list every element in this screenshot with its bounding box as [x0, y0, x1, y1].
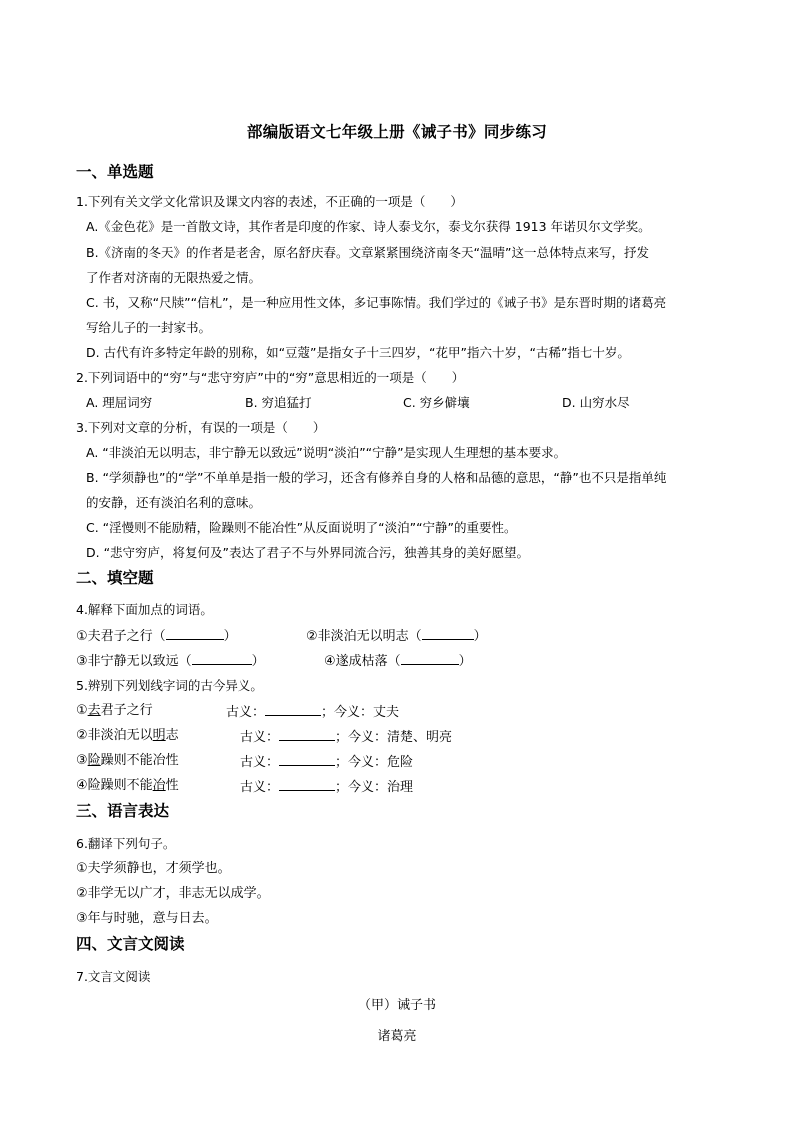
q4-stem: 4.解释下面加点的词语。: [76, 602, 213, 617]
answer-blank[interactable]: [166, 625, 224, 640]
q5-row-4-ancient-label: 古义：: [240, 780, 280, 795]
q2-option-a: A. 理屈词穷: [86, 395, 153, 410]
q1-option-b-line1: B.《济南的冬天》的作者是老舍，原名舒庆春。文章紧紧围绕济南冬天“温晴”这一总体特点来写，抒发: [86, 245, 650, 260]
q5-row-2-modern-label: ；今义：: [335, 730, 388, 745]
q5-row-3-modern-label: ；今义：: [335, 755, 388, 770]
passage-title: （甲）诫子书: [357, 998, 436, 1013]
q5-row-3-modern-value: 危险: [387, 755, 414, 770]
q6-sentence-1: ①夫学须静也，才须学也。: [76, 861, 231, 876]
q5-row-1-meanings: [226, 701, 399, 723]
q5-row-3-pre: ③: [76, 753, 88, 768]
q5-row-3-ancient-label: 古义：: [240, 755, 280, 770]
q2-option-b: B. 穷追猛打: [245, 395, 312, 410]
answer-blank[interactable]: [279, 776, 335, 791]
q5-row-3-underlined: 险: [87, 753, 101, 768]
answer-blank[interactable]: [422, 625, 474, 640]
answer-blank[interactable]: [279, 751, 335, 766]
q4-item-3: [76, 650, 265, 672]
q5-row-3-meanings: [240, 751, 413, 773]
q5-row-4-modern-value: 治理: [387, 780, 414, 795]
q5-row-1-underlined: 去: [87, 703, 101, 718]
q5-row-2-meanings: [240, 726, 452, 748]
q4-item-3-close: ）: [251, 654, 265, 669]
q5-row-4-underlined: 冶: [152, 778, 166, 793]
q4-item-2: [306, 625, 487, 647]
q6-sentence-2: ②非学无以广才，非志无以成学。: [76, 886, 270, 901]
q1-option-b-line2: 了作者对济南的无限热爱之情。: [86, 270, 262, 285]
answer-blank[interactable]: [265, 701, 321, 716]
q4-item-4-text: ④遂成枯落（: [324, 654, 401, 669]
q4-item-2-close: ）: [473, 629, 487, 644]
q4-item-4-close: ）: [458, 654, 472, 669]
q5-row-2-post: 志: [165, 728, 179, 743]
q5-row-4-word: [76, 776, 179, 796]
q5-row-4-pre: ④险躁则不能: [76, 778, 153, 793]
q5-row-2-pre: ②非淡泊无以: [76, 728, 153, 743]
q4-item-4: [324, 650, 472, 672]
passage-author: 诸葛亮: [377, 1029, 417, 1044]
q6-sentence-3: ③年与时驰，意与日去。: [76, 911, 218, 926]
q4-item-2-text: ②非淡泊无以明志（: [306, 629, 422, 644]
q3-option-b-line2: 的安静，还有淡泊名利的意味。: [86, 495, 262, 510]
q5-row-4-meanings: [240, 776, 413, 798]
q4-item-1-close: ）: [223, 629, 237, 644]
q5-row-4-post: 性: [165, 778, 179, 793]
section-heading-single-choice: 一、单选题: [76, 163, 154, 181]
q5-row-1-ancient-label: 古义：: [226, 705, 266, 720]
section-heading-classical-reading: 四、文言文阅读: [76, 935, 185, 953]
q5-row-1-post: 君子之行: [100, 703, 153, 718]
q1-stem: 1.下列有关文学文化常识及课文内容的表述，不正确的一项是（ ）: [76, 194, 463, 209]
q3-option-a: A. “非淡泊无以明志，非宁静无以致远”说明“淡泊”“宁静”是实现人生理想的基本要求。: [86, 445, 567, 460]
q5-row-1-modern-value: 丈夫: [373, 705, 400, 720]
q5-row-1-modern-label: ；今义：: [321, 705, 374, 720]
page-title: 部编版语文七年级上册《诫子书》同步练习: [246, 123, 548, 141]
q2-option-d: D. 山穷水尽: [562, 395, 630, 410]
q5-row-3-word: [76, 751, 179, 771]
q5-row-3-post: 躁则不能冶性: [100, 753, 179, 768]
section-heading-fill-blank: 二、填空题: [76, 569, 154, 587]
answer-blank[interactable]: [279, 726, 335, 741]
q3-option-c: C. “淫慢则不能励精，险躁则不能冶性”从反面说明了“淡泊”“宁静”的重要性。: [86, 520, 517, 535]
q5-row-2-underlined: 明: [152, 728, 166, 743]
q1-option-a: A.《金色花》是一首散文诗，其作者是印度的作家、诗人泰戈尔，泰戈尔获得 1913 年诺贝尔文学奖。: [86, 219, 651, 234]
q1-option-d: D. 古代有许多特定年龄的别称，如“豆蔻”是指女子十三四岁，“花甲”指六十岁，“古稀”指七十岁。: [86, 345, 630, 360]
section-heading-language-expression: 三、语言表达: [76, 802, 170, 820]
answer-blank[interactable]: [192, 650, 252, 665]
q5-stem: 5.辨别下列划线字词的古今异义。: [76, 678, 263, 693]
q5-row-1-word: [76, 701, 153, 721]
answer-blank[interactable]: [401, 650, 459, 665]
q3-option-d: D. “悲守穷庐，将复何及”表达了君子不与外界同流合污，独善其身的美好愿望。: [86, 545, 530, 560]
q5-row-2-modern-value: 清楚、明亮: [387, 730, 453, 745]
q1-option-c-line1: C. 书，又称“尺牍”“信札”，是一种应用性文体，多记事陈情。我们学过的《诫子书》是东晋时期的诸葛亮: [86, 295, 667, 310]
q2-option-c: C. 穷乡僻壤: [403, 395, 470, 410]
q6-stem: 6.翻译下列句子。: [76, 836, 176, 851]
q7-stem: 7.文言文阅读: [76, 969, 151, 984]
q5-row-1-pre: ①: [76, 703, 88, 718]
q4-item-3-text: ③非宁静无以致远（: [76, 654, 192, 669]
q2-stem: 2.下列词语中的“穷”与“悲守穷庐”中的“穷”意思相近的一项是（ ）: [76, 370, 465, 385]
q4-item-1: [76, 625, 237, 647]
q5-row-2-word: [76, 726, 179, 746]
q1-option-c-line2: 写给儿子的一封家书。: [86, 320, 212, 335]
q3-option-b-line1: B. “学须静也”的“学”不单单是指一般的学习，还含有修养自身的人格和品德的意思，“静”也不只是指单纯: [86, 470, 667, 485]
q5-row-4-modern-label: ；今义：: [335, 780, 388, 795]
q5-row-2-ancient-label: 古义：: [240, 730, 280, 745]
q3-stem: 3.下列对文章的分析，有误的一项是（ ）: [76, 420, 326, 435]
q4-item-1-text: ①夫君子之行（: [76, 629, 166, 644]
